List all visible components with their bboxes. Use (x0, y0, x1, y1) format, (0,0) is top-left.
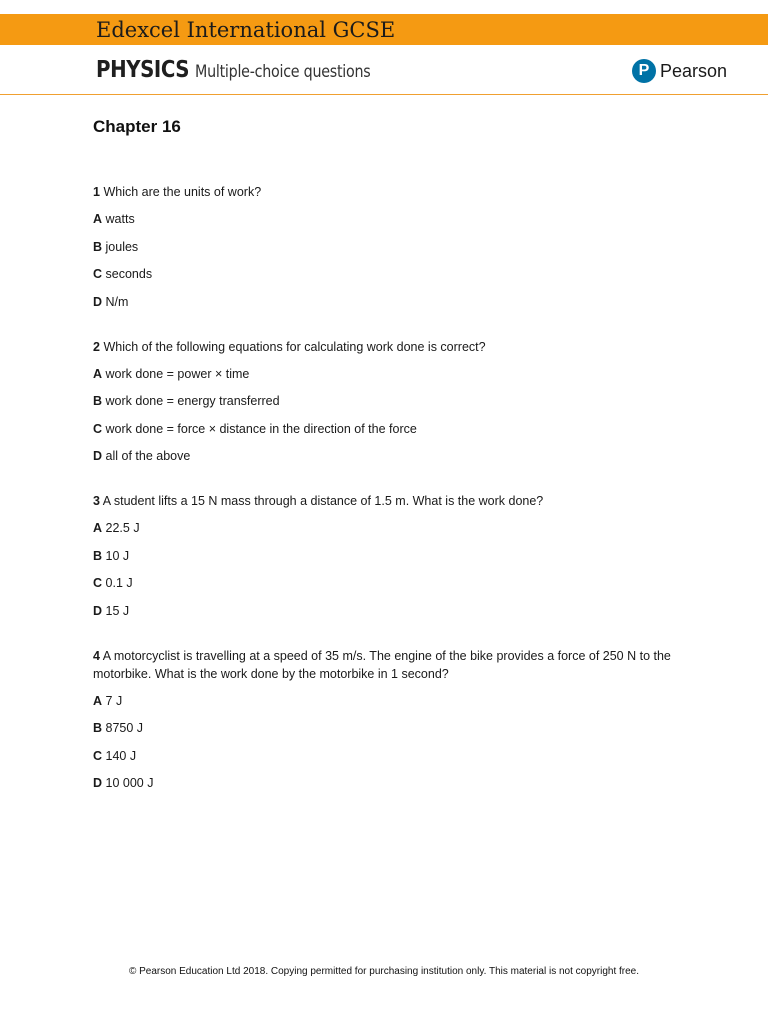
question-text: Which of the following equations for calculating work done is correct? (103, 339, 486, 354)
option-letter: A (93, 212, 103, 226)
option-text: N/m (105, 294, 129, 309)
option-letter: C (93, 576, 103, 590)
option-letter: D (93, 449, 103, 463)
answer-option (93, 265, 693, 283)
option-text: seconds (105, 267, 153, 281)
pearson-logo-icon: P (632, 59, 656, 83)
answer-option (93, 519, 693, 537)
option-letter: C (93, 748, 103, 763)
option-text: all of the above (105, 449, 191, 463)
option-letter: B (93, 548, 103, 563)
answer-option (93, 392, 693, 410)
chapter-title: Chapter 16 (93, 117, 181, 136)
answer-option (93, 293, 693, 311)
option-text: 10 000 J (105, 776, 154, 790)
header-divider (0, 94, 768, 95)
question-number: 4 (93, 648, 100, 663)
answer-option (93, 574, 693, 592)
option-text: work done = energy transferred (105, 394, 280, 408)
option-text: joules (105, 239, 139, 254)
option-text: 15 J (105, 603, 130, 618)
question-number: 1 (93, 185, 100, 199)
option-letter: A (93, 693, 103, 708)
option-text: 10 J (105, 548, 130, 563)
worksheet-content (93, 114, 693, 819)
answer-option (93, 238, 693, 256)
question-text: A motorcyclist is travelling at a speed of 35 m/s. The engine of the bike provides a force of 250 N to the motorbike. What is the work done by the motorbike in 1 second? (93, 648, 671, 681)
option-letter: C (93, 421, 103, 436)
answer-option (93, 692, 693, 710)
option-text: 0.1 J (105, 576, 133, 590)
answer-option (93, 747, 693, 765)
option-text: 140 J (105, 748, 137, 763)
answer-option (93, 447, 693, 465)
option-letter: D (93, 294, 103, 309)
question-3 (93, 492, 693, 620)
answer-option (93, 210, 693, 228)
publisher-name: Pearson (660, 60, 728, 81)
question-stem (93, 338, 693, 356)
question-2 (93, 338, 693, 466)
option-letter: A (93, 366, 103, 381)
answer-option (93, 719, 693, 737)
option-letter: D (93, 776, 103, 790)
copyright-footer: © Pearson Education Ltd 2018. Copying permitted for purchasing institution only. This material is not copyright free. (128, 966, 640, 977)
series-title: Edexcel International GCSE (96, 18, 396, 42)
subject-subtitle: Multiple-choice questions (195, 62, 371, 82)
option-text: work done = force × distance in the direction of the force (105, 421, 417, 436)
option-letter: B (93, 239, 103, 254)
answer-option (93, 365, 693, 383)
answer-option (93, 774, 693, 792)
option-text: 8750 J (105, 721, 144, 735)
option-letter: B (93, 721, 103, 735)
question-stem (93, 492, 693, 510)
option-text: work done = power × time (105, 366, 250, 381)
option-text: watts (105, 212, 135, 226)
option-letter: D (93, 603, 103, 618)
option-letter: A (93, 521, 103, 535)
question-list (93, 183, 693, 792)
question-number: 2 (93, 339, 100, 354)
subject-heading (96, 57, 404, 91)
question-stem (93, 647, 693, 683)
option-letter: C (93, 267, 103, 281)
option-text: 22.5 J (105, 521, 140, 535)
question-stem (93, 183, 693, 201)
answer-option (93, 547, 693, 565)
question-text: Which are the units of work? (103, 185, 262, 199)
subject-name: PHYSICS (96, 57, 190, 83)
answer-option (93, 602, 693, 620)
question-text: A student lifts a 15 N mass through a distance of 1.5 m. What is the work done? (102, 494, 544, 508)
question-1 (93, 183, 693, 311)
option-letter: B (93, 394, 103, 408)
option-text: 7 J (105, 693, 123, 708)
question-4 (93, 647, 693, 793)
answer-option (93, 420, 693, 438)
publisher-brand (632, 58, 727, 84)
question-number: 3 (93, 494, 100, 508)
